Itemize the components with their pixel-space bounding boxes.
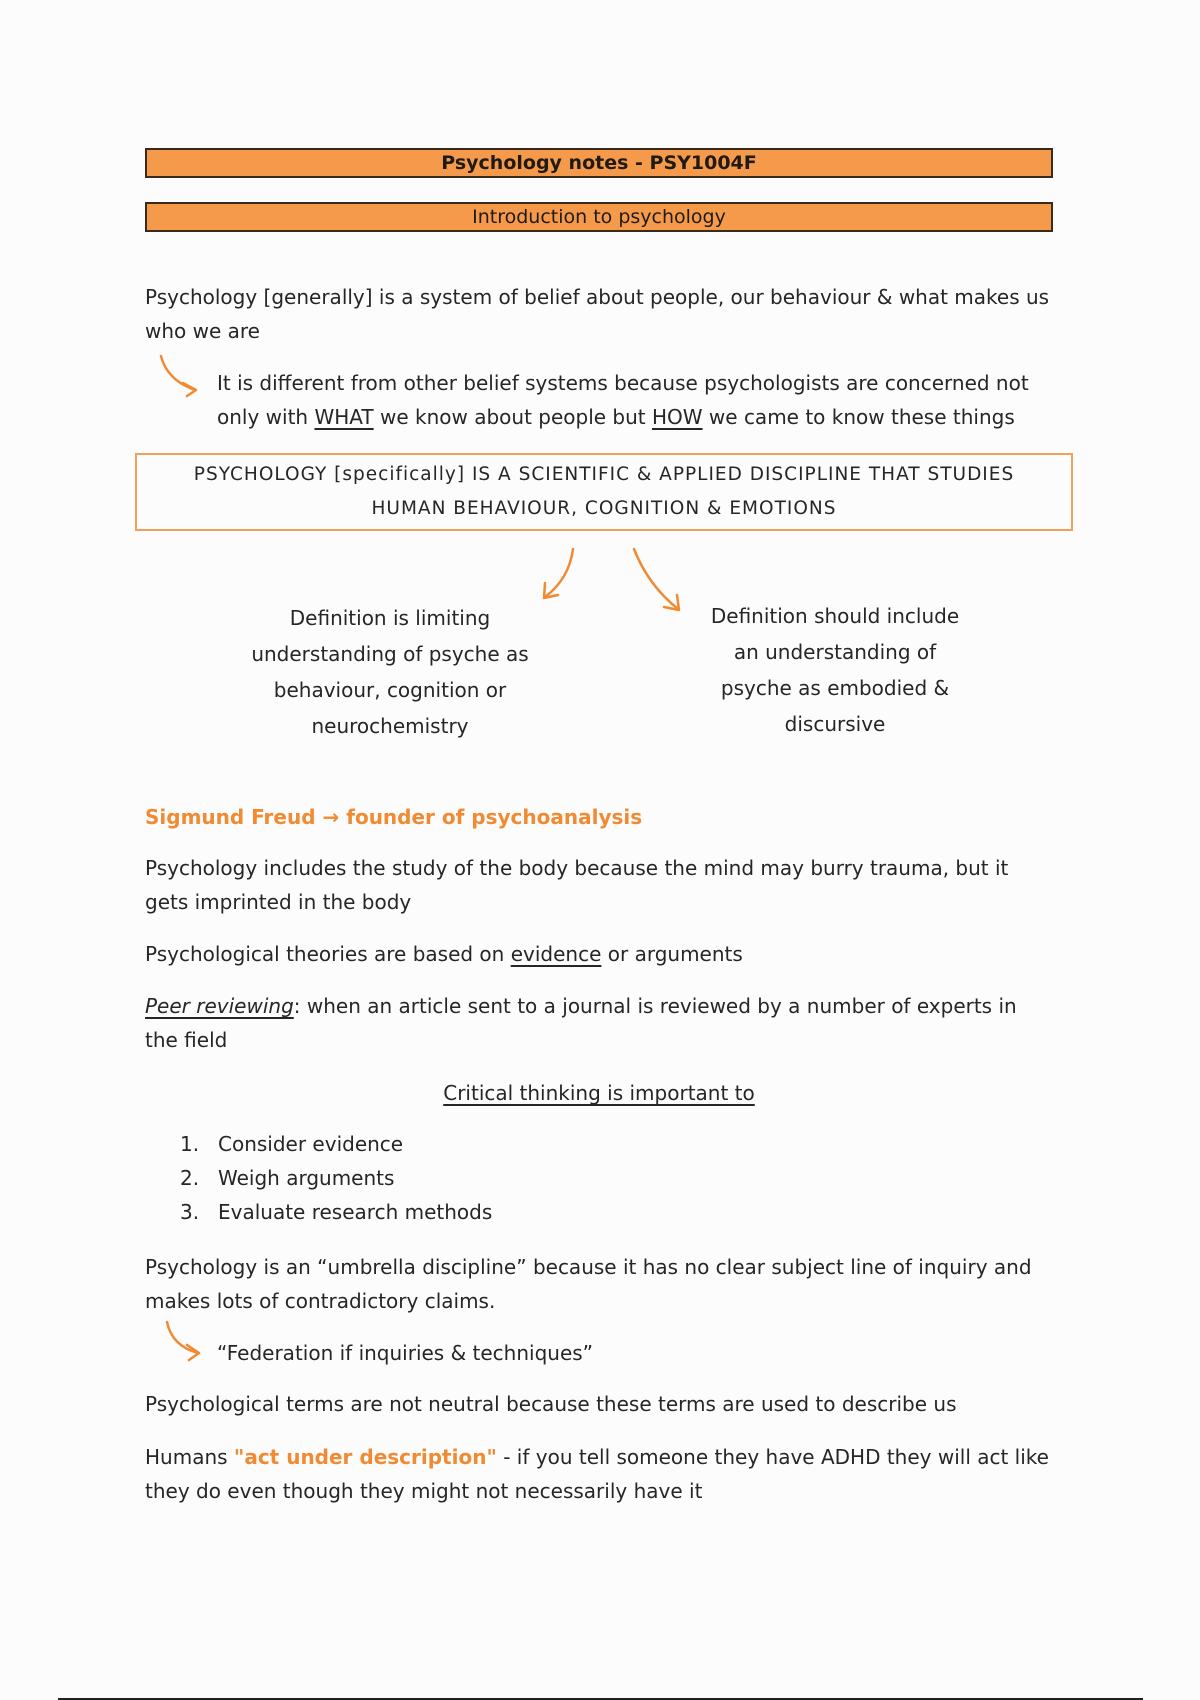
- section-title-banner: [145, 202, 1053, 232]
- list-item: 3. Evaluate research methods: [180, 1200, 493, 1224]
- definition-box: [135, 453, 1073, 531]
- body-paragraph-1: Psychology includes the study of the body because the mind may burry trauma, but it gets imprinted in the body: [145, 856, 1009, 914]
- section-title: Introduction to psychology: [472, 206, 726, 228]
- peer-review-term: Peer reviewing: [145, 994, 294, 1018]
- evidence-keyword: evidence: [510, 942, 602, 966]
- branch-left-text: Definition is limiting understanding of psyche as behaviour, cognition or neurochemistry: [251, 606, 529, 738]
- intro-arrow-line-2: only with WHAT we know about people but HOW we came to know these things: [217, 405, 1015, 429]
- umbrella-paragraph: Psychology is an “umbrella discipline” because it has no clear subject line of inquiry and makes lots of contradictory claims.: [145, 1255, 1032, 1313]
- humans-paragraph: Humans "act under description" - if you tell someone they have ADHD they will act like they do even though they might not necessarily have it: [145, 1445, 1049, 1503]
- freud-heading: [145, 800, 1065, 834]
- list-item: 1. Consider evidence: [180, 1132, 404, 1156]
- definition-line-2: HUMAN BEHAVIOUR, COGNITION & EMOTIONS: [371, 498, 837, 519]
- curved-arrow-icon: [162, 1318, 208, 1362]
- federation-quote: “Federation if inquiries & techniques”: [217, 1341, 594, 1365]
- freud-label: founder of psychoanalysis: [346, 805, 643, 829]
- how-keyword: HOW: [652, 405, 703, 429]
- right-arrow-icon: →: [322, 805, 340, 829]
- body-paragraph-2: Psychological theories are based on evidence or arguments: [145, 942, 743, 966]
- curved-arrow-icon: [155, 352, 205, 398]
- intro-paragraph: [145, 280, 1065, 348]
- intro-line-2: who we are: [145, 319, 260, 343]
- list-item: 2. Weigh arguments: [180, 1166, 395, 1190]
- what-keyword: WHAT: [314, 405, 374, 429]
- intro-line-1: Psychology [generally] is a system of belief about people, our behaviour & what makes us: [145, 285, 1050, 309]
- terms-paragraph: Psychological terms are not neutral because these terms are used to describe us: [145, 1392, 957, 1416]
- branch-left-arrow-icon: [535, 545, 579, 603]
- page-title-banner: [145, 148, 1053, 178]
- act-under-description-highlight: "act under description": [233, 1445, 497, 1469]
- branch-right-text: Definition should include an understanding of psyche as embodied & discursive: [710, 604, 960, 736]
- peer-review-paragraph: Peer reviewing: when an article sent to a journal is reviewed by a number of experts in the field: [145, 994, 1017, 1052]
- intro-arrow-note: [217, 366, 1077, 434]
- freud-name: Sigmund Freud: [145, 805, 316, 829]
- intro-arrow-line-1: It is different from other belief systems because psychologists are concerned not: [217, 371, 1029, 395]
- definition-line-1: PSYCHOLOGY [specifically] IS A SCIENTIFIC & APPLIED DISCIPLINE THAT STUDIES: [193, 464, 1015, 485]
- page-title: Psychology notes - PSY1004F: [441, 152, 757, 174]
- critical-thinking-list: [180, 1127, 492, 1229]
- critical-thinking-heading: Critical thinking is important to: [443, 1081, 755, 1105]
